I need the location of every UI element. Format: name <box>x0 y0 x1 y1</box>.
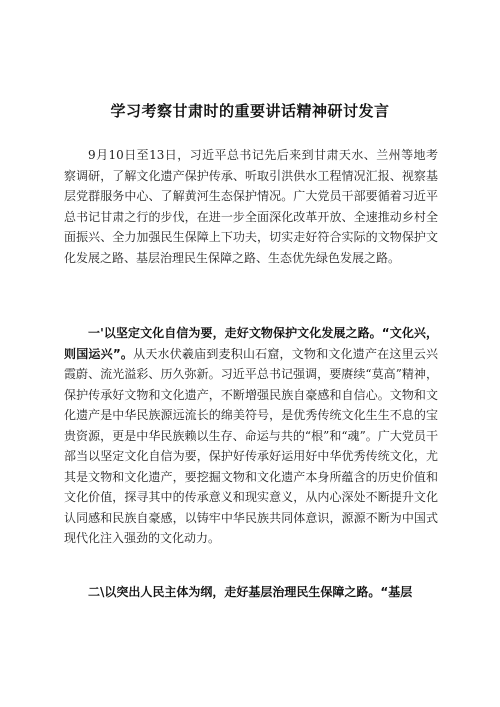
paragraph-culture-heading: 一'以坚定文化自信为要，走好文物保护文化发展之路。“文化兴，则国运兴”。 <box>64 326 438 361</box>
paragraph-governance-heading: 二\以突出人民主体为纲，走好基层治理民生保障之路。“基层 <box>88 585 413 599</box>
paragraph-intro-text: 9月10日至13日，习近平总书记先后来到甘肃天水、兰州等地考察调研，了解文化遗产保护传承、听取引洪供水工程情况汇报、视察基层党群服务中心、了解黄河生态保护情况。广大党员干部要循着习近平总书记甘肃之行的步伐，在进一步全面深化改革开放、全速推动乡村全面振兴、全力加强民生保障上下功夫，切实走好符合实际的文物保护文化发展之路、基层治理民生保障之路、生态优先绿色发展之路。 <box>64 148 438 265</box>
paragraph-culture <box>64 323 438 549</box>
document-title: 学习考察甘肃时的重要讲话精神研讨发言 <box>110 102 390 120</box>
paragraph-intro <box>64 145 438 268</box>
paragraph-culture-text: 从天水伏羲庙到麦积山石窟，文物和文化遗产在这里云兴霞蔚、流光溢彩、历久弥新。习近平总书记强调，要赓续“莫高”精神，保护传承好文物和文化遗产，不断增强民族自豪感和自信心。文物和文化遗产是中华民族源远流长的绵美符号，是优秀传统文化生生不息的宝贵资源，更是中华民族赖以生存、命运与共的“根”和“魂”。广大党员干部当以坚定文化自信为要，保护好传承好运用好中华优秀传统文化，尤其是文物和文化遗产，要挖掘文物和文化遗产本身所蕴含的历史价值和文化价值，探寻其中的传承意义和现实意义，从内心深处不断提升文化认同感和民族自豪感，以铸牢中华民族共同体意识，源源不断为中国式现代化注入强劲的文化动力。 <box>64 346 438 545</box>
paragraph-governance <box>64 582 438 603</box>
